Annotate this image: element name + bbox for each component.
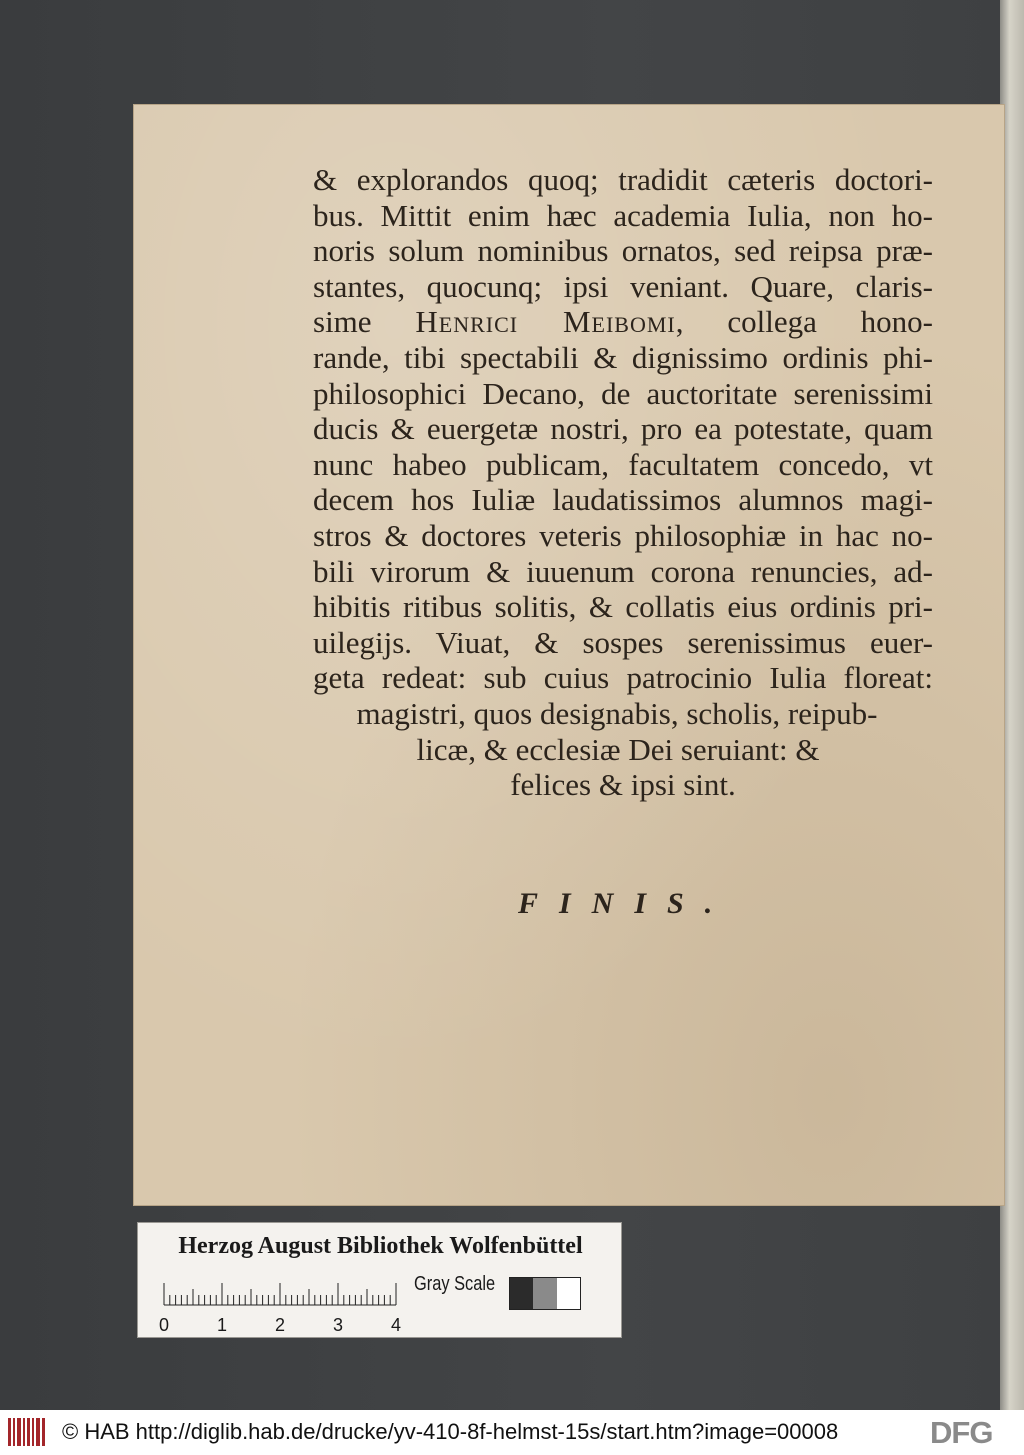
gray-scale-swatches	[509, 1277, 581, 1310]
text-line: rande, tibi spectabili & dignissimo ordinis phi-	[313, 339, 933, 375]
text-line: stantes, quocunq; ipsi veniant. Quare, claris-	[313, 268, 933, 304]
person-name: Henrici Meibomi	[415, 304, 676, 340]
text-line-tapered: licæ, & ecclesiæ Dei seruiant: &	[416, 731, 820, 767]
text-fragment: , collega hono-	[675, 304, 934, 340]
barcode-bar	[36, 1418, 40, 1446]
finis-heading: FINIS.	[518, 887, 734, 920]
ruler-number: 2	[274, 1315, 286, 1335]
text-line-tapered: magistri, quos designabis, scholis, reipub-	[356, 695, 878, 731]
barcode-bar	[32, 1418, 34, 1446]
barcode-bar	[17, 1418, 21, 1446]
footer-url[interactable]: © HAB http://diglib.hab.de/drucke/yv-410-8f-helmst-15s/start.htm?image=00008	[62, 1419, 839, 1444]
ruler-number: 3	[332, 1315, 344, 1335]
text-line: decem hos Iuliæ laudatissimos alumnos magi-	[313, 482, 933, 518]
text-line: ducis & euergetæ nostri, pro ea potestate, quam	[313, 411, 933, 447]
page-body-text	[313, 162, 933, 803]
text-line: bili virorum & iuuenum corona renuncies, ad-	[313, 553, 933, 589]
text-line: bus. Mittit enim hæc academia Iulia, non ho-	[313, 197, 933, 233]
text-line-tapered: felices & ipsi sint.	[510, 767, 736, 803]
barcode-bar	[23, 1418, 25, 1446]
text-line: hibitis ritibus solitis, & collatis eius ordinis pri-	[313, 589, 933, 625]
hab-logo-icon	[8, 1418, 46, 1446]
ruler-number: 0	[158, 1315, 170, 1335]
library-label	[137, 1222, 622, 1338]
ruler-number: 4	[390, 1315, 402, 1335]
barcode-bar	[42, 1418, 45, 1446]
text-line: stros & doctores veteris philosophiæ in hac no-	[313, 517, 933, 553]
barcode-bar	[13, 1418, 15, 1446]
text-line: noris solum nominibus ornatos, sed reipsa præ-	[313, 233, 933, 269]
dfg-logo: DFG	[930, 1415, 993, 1450]
library-name: Herzog August Bibliothek Wolfenbüttel	[178, 1233, 583, 1259]
text-line: & explorandos quoq; tradidit cæteris doctori-	[313, 162, 933, 197]
text-line: philosophici Decano, de auctoritate serenissimi	[313, 375, 933, 411]
text-line-with-name	[313, 304, 933, 340]
gray-scale-label: Gray Scale	[414, 1273, 496, 1295]
text-line: nunc habeo publicam, facultatem concedo, vt	[313, 446, 933, 482]
gray-swatch	[510, 1278, 533, 1309]
book-page	[133, 104, 1005, 1206]
text-line: geta redeat: sub cuius patrocinio Iulia floreat:	[313, 660, 933, 696]
ruler-number: 1	[216, 1315, 228, 1335]
barcode-bar	[8, 1418, 11, 1446]
text-line: uilegijs. Viuat, & sospes serenissimus euer-	[313, 624, 933, 660]
text-fragment: sime	[313, 304, 372, 340]
ruler-scale	[158, 1273, 402, 1335]
footer-bar	[0, 1410, 1024, 1455]
gray-swatch	[533, 1278, 556, 1309]
gray-swatch	[557, 1278, 580, 1309]
barcode-bar	[27, 1418, 30, 1446]
